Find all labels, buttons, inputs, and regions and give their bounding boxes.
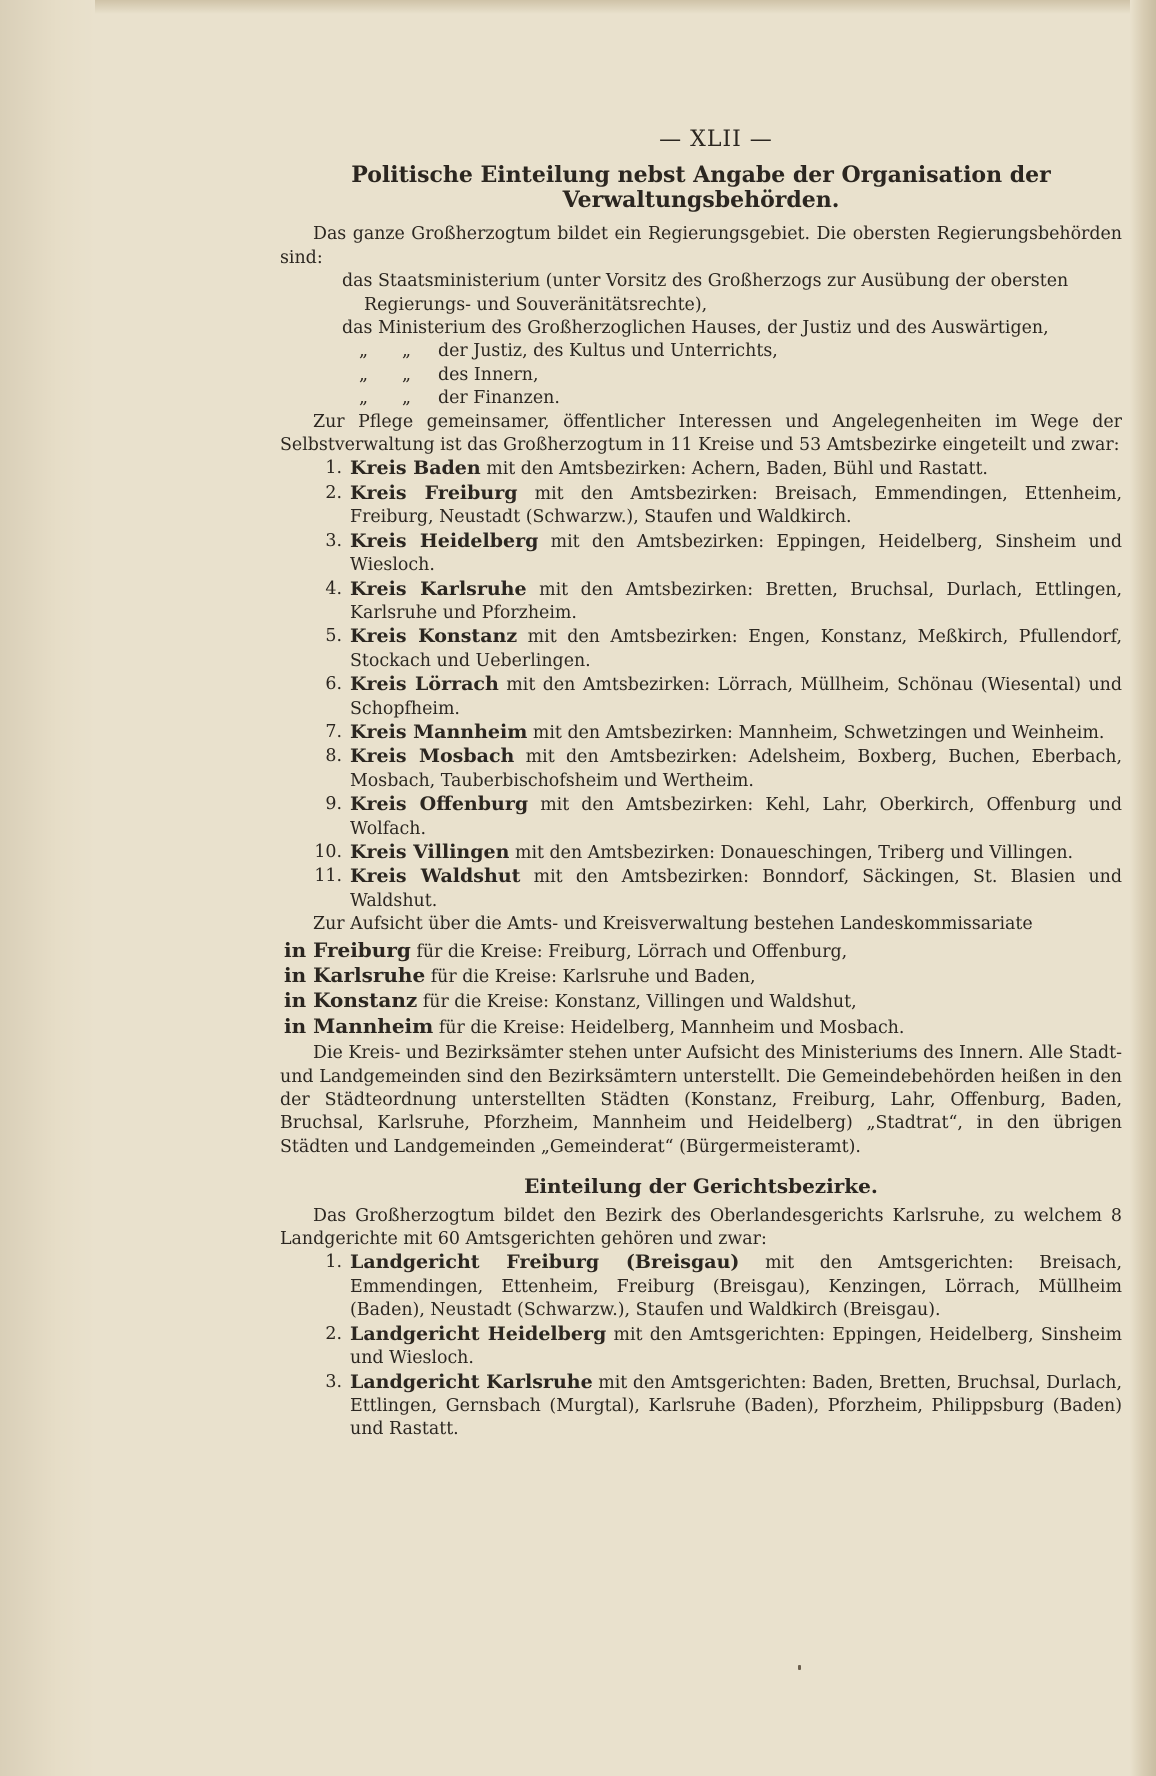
- list-item: [280, 482, 1122, 530]
- commissariat-kreise: für die Kreise: Heidelberg, Mannheim und Mosbach.: [438, 1017, 905, 1038]
- item-body: [350, 673, 1122, 721]
- commissariat-seat: in Mannheim: [284, 1013, 434, 1038]
- authority-item: das Staatsministerium (unter Vorsitz des Großherzogs zur Ausübung der obersten Regierungs- und Souveränitätsrechte),: [342, 271, 1069, 315]
- kreis-name: Kreis Freiburg: [350, 481, 518, 504]
- kreis-name: Kreis Lörrach: [350, 673, 499, 696]
- landgericht-name: Landgericht Freiburg (Breisgau): [350, 1251, 740, 1274]
- commissariat-kreise: für die Kreise: Konstanz, Villingen und Waldshut,: [422, 992, 857, 1013]
- item-body: [350, 625, 1122, 673]
- kreis-districts: mit den Amtsbezirken: Donaueschingen, Triberg und Villingen.: [514, 842, 1074, 863]
- item-number: 1.: [325, 458, 342, 479]
- commissariat-seat: in Freiburg: [284, 937, 411, 962]
- item-number: 2.: [325, 1323, 342, 1344]
- kreis-districts: mit den Amtsbezirken: Adelsheim, Boxberg, Buchen, Eberbach, Mosbach, Tauberbischofsheim und Wertheim.: [350, 747, 1122, 791]
- item-number: 1.: [325, 1252, 342, 1273]
- item-body: [350, 530, 1122, 578]
- ditto-line: [280, 340, 1122, 363]
- list-item: [280, 1323, 1122, 1371]
- item-body: [350, 1251, 1122, 1322]
- list-item: [280, 1251, 1122, 1322]
- authority-item: das Ministerium des Großherzoglichen Hauses, der Justiz und des Auswärtigen,: [342, 318, 1049, 339]
- item-number: 3.: [325, 1371, 342, 1392]
- list-item: [280, 1371, 1122, 1442]
- commissariat-kreise: für die Kreise: Karlsruhe und Baden,: [430, 967, 756, 987]
- item-number: 2.: [325, 482, 342, 503]
- selfgov-paragraph: Zur Pflege gemeinsamer, öffentlicher Interessen und Angelegenheiten im Wege der Selbstverwaltung ist das Großherzogtum in 11 Kreise und 53 Amtsbezirke eingeteilt und zwar:: [280, 411, 1122, 456]
- item-body: [350, 745, 1122, 793]
- landgericht-courts: mit den Amtsgerichten: Baden, Bretten, Bruchsal, Durlach, Ettlingen, Gernsbach (Murgtal), Karlsruhe (Baden), Pforzheim, Philippsburg (Baden) und Rastatt.: [350, 1372, 1123, 1440]
- item-body: [350, 457, 1122, 481]
- ditto-mark: „: [358, 388, 368, 409]
- landgericht-name: Landgericht Heidelberg: [350, 1322, 607, 1345]
- commissariat-seat: in Karlsruhe: [284, 963, 426, 987]
- item-body: [350, 793, 1122, 841]
- page-top-edge: [0, 0, 1156, 14]
- ditto-item: des Innern,: [438, 364, 539, 385]
- item-body: [350, 865, 1122, 913]
- ditto-line: [280, 364, 1122, 387]
- kreis-districts: mit den Amtsbezirken: Breisach, Emmendingen, Ettenheim, Freiburg, Neustadt (Schwarzw.), Staufen und Waldkirch.: [350, 483, 1123, 528]
- section-title-politische-einteilung: Politische Einteilung nebst Angabe der Organisation der Verwaltungsbehörden.: [351, 162, 1051, 214]
- list-item: [280, 793, 1122, 841]
- kreis-name: Kreis Mosbach: [350, 745, 515, 768]
- commissariat-list: [280, 939, 1122, 1041]
- item-body: [350, 578, 1122, 626]
- landgericht-name: Landgericht Karlsruhe: [350, 1370, 593, 1393]
- list-item: [280, 673, 1122, 721]
- item-body: [350, 721, 1122, 745]
- kreis-name: Kreis Baden: [350, 457, 481, 480]
- list-item: [280, 745, 1122, 793]
- closing-paragraph: Die Kreis- und Bezirksämter stehen unter Aufsicht des Ministeriums des Innern. Alle Stadt- und Landgemeinden sind den Bezirksämtern unterstellt. Die Gemeindebehörden heißen in den der Städteordnung unterstellten Städten (Konstanz, Freiburg, Lahr, Offenburg, Baden, Bruchsal, Karlsruhe, Pforzheim, Mannheim und Heidelberg) „Stadtrat“, in den übrigen Städten und Landgemeinden „Gemeinderat“ (Bürgermeisteramt).: [280, 1043, 1122, 1157]
- list-item: [280, 625, 1122, 673]
- list-item: [280, 865, 1122, 913]
- list-item: [280, 457, 1122, 481]
- landgerichte-list: [280, 1251, 1122, 1441]
- ditto-item: der Justiz, des Kultus und Unterrichts,: [438, 341, 778, 362]
- item-body: [350, 1323, 1122, 1371]
- item-number: 4.: [325, 578, 342, 599]
- ditto-mark: „: [401, 364, 411, 385]
- commissariat-kreise: für die Kreise: Freiburg, Lörrach und Offenburg,: [416, 941, 848, 962]
- list-item: [280, 578, 1122, 626]
- ditto-item: der Finanzen.: [438, 388, 560, 409]
- item-number: 10.: [314, 841, 342, 862]
- item-body: [350, 841, 1122, 865]
- kreis-name: Kreis Mannheim: [350, 720, 528, 743]
- item-number: 3.: [325, 530, 342, 551]
- kreis-name: Kreis Karlsruhe: [350, 577, 527, 600]
- list-item: [280, 721, 1122, 745]
- kreis-name: Kreis Konstanz: [350, 625, 518, 648]
- kreis-name: Kreis Heidelberg: [350, 529, 539, 552]
- kreis-districts: mit den Amtsbezirken: Eppingen, Heidelberg, Sinsheim und Wiesloch.: [350, 531, 1122, 576]
- ditto-mark: „: [358, 364, 368, 385]
- supervision-intro: Zur Aufsicht über die Amts- und Kreisverwaltung bestehen Landeskommissariate: [313, 914, 1033, 935]
- item-number: 6.: [325, 674, 342, 695]
- kreis-districts: mit den Amtsbezirken: Lörrach, Müllheim, Schönau (Wiesental) und Schopfheim.: [350, 675, 1123, 719]
- section1-intro: Das ganze Großherzogtum bildet ein Regierungsgebiet. Die obersten Regierungsbehörden sind:: [280, 224, 1122, 268]
- item-body: [350, 482, 1122, 530]
- page-content: [280, 128, 1122, 1442]
- list-item: [280, 989, 1122, 1014]
- page-right-edge: [1130, 0, 1156, 1776]
- list-item: [280, 1015, 1122, 1040]
- list-item: [280, 939, 1122, 964]
- page-binding-edge: [0, 0, 95, 1776]
- item-number: 5.: [325, 626, 342, 647]
- kreis-districts: mit den Amtsbezirken: Mannheim, Schwetzingen und Weinheim.: [532, 722, 1105, 743]
- list-item: [280, 964, 1122, 989]
- item-number: 9.: [325, 794, 342, 815]
- kreis-districts: mit den Amtsbezirken: Kehl, Lahr, Oberkirch, Offenburg und Wolfach.: [350, 795, 1123, 839]
- section2-intro: Das Großherzogtum bildet den Bezirk des Oberlandesgerichts Karlsruhe, zu welchem 8 Landgerichte mit 60 Amtsgerichten gehören und zwar:: [280, 1205, 1122, 1250]
- landgericht-courts: mit den Amtsgerichten: Breisach, Emmendingen, Ettenheim, Freiburg (Breisgau), Kenzingen, Lörrach, Müllheim (Baden), Neustadt (Schwarzw.), Staufen und Waldkirch (Breisgau).: [350, 1253, 1123, 1321]
- item-body: [350, 1371, 1122, 1442]
- ink-speck: [798, 1665, 801, 1670]
- list-item: [280, 841, 1122, 865]
- kreis-districts: mit den Amtsbezirken: Achern, Baden, Bühl und Rastatt.: [486, 459, 988, 480]
- landgericht-courts: mit den Amtsgerichten: Eppingen, Heidelberg, Sinsheim und Wiesloch.: [350, 1324, 1122, 1369]
- item-number: 7.: [325, 721, 342, 742]
- ditto-mark: „: [358, 341, 368, 362]
- section-title-gerichtsbezirke: Einteilung der Gerichtsbezirke.: [524, 1174, 878, 1199]
- ditto-mark: „: [401, 341, 411, 362]
- commissariat-seat: in Konstanz: [284, 988, 418, 1013]
- kreis-districts: mit den Amtsbezirken: Bretten, Bruchsal, Durlach, Ettlingen, Karlsruhe und Pforzheim.: [350, 579, 1123, 623]
- page-number: — XLII —: [659, 127, 773, 152]
- kreis-name: Kreis Villingen: [350, 840, 510, 863]
- kreise-list: [280, 457, 1122, 913]
- ditto-line: [280, 387, 1122, 410]
- item-number: 11.: [314, 866, 342, 887]
- authorities-list: [280, 270, 1122, 340]
- item-number: 8.: [325, 746, 342, 767]
- kreis-districts: mit den Amtsbezirken: Bonndorf, Säckingen, St. Blasien und Waldshut.: [350, 867, 1123, 911]
- kreis-districts: mit den Amtsbezirken: Engen, Konstanz, Meßkirch, Pfullendorf, Stockach und Ueberlingen.: [350, 627, 1122, 671]
- kreis-name: Kreis Waldshut: [350, 865, 521, 888]
- list-item: [280, 530, 1122, 578]
- ditto-mark: „: [401, 388, 411, 409]
- kreis-name: Kreis Offenburg: [350, 793, 529, 816]
